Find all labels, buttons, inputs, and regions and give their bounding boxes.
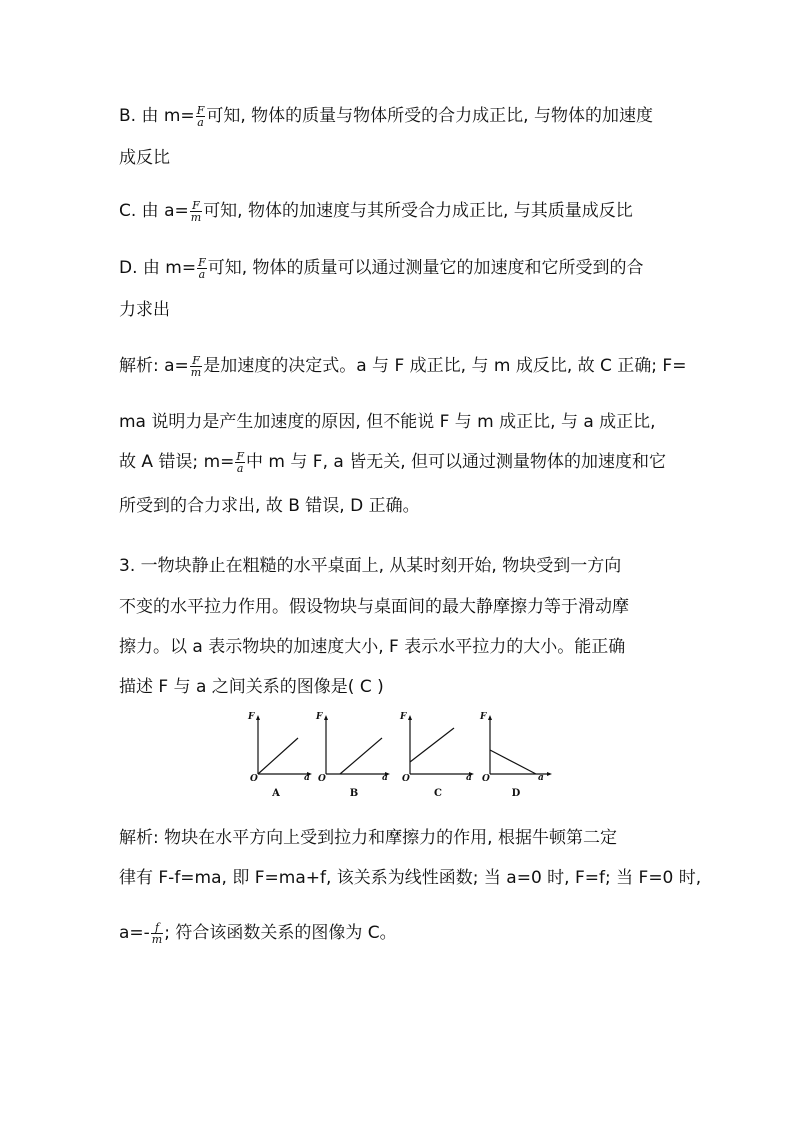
graph-c <box>402 712 474 804</box>
analysis1-line2: ma 说明力是产生加速度的原因, 但不能说 F 与 m 成正比, 与 a 成正比, <box>119 412 656 432</box>
fraction-f-over-m: $\frac{f}{m}$ <box>151 920 163 946</box>
fraction-f-over-a: $\frac{F}{a}$ <box>198 255 206 281</box>
graph-c-line <box>410 728 454 762</box>
question3-line2: 不变的水平拉力作用。假设物块与桌面间的最大静摩擦力等于滑动摩 <box>119 597 629 617</box>
graph-d <box>480 712 552 804</box>
analysis2-line3: a=- $\frac{f}{m}$ ; 符合该函数关系的图像为 C。 <box>119 920 397 946</box>
graph-a-x-label: a <box>304 773 310 783</box>
question3-line4: 描述 F 与 a 之间关系的图像是( C ) <box>119 677 384 697</box>
graph-a <box>240 712 312 804</box>
graph-b-origin: O <box>318 774 326 784</box>
option-d-line1: D. 由 m= $\frac{F}{a}$ 可知, 物体的质量可以通过测量它的加速度和它所受到的合 <box>119 255 644 281</box>
option-c-line: C. 由 a= $\frac{F}{m}$ 可知, 物体的加速度与其所受合力成正比, 与其质量成反比 <box>119 198 633 224</box>
analysis1-line3: 故 A 错误; m= $\frac{F}{a}$ 中 m 与 F, a 皆无关, 但可以通过测量物体的加速度和它 <box>119 449 667 475</box>
answer-graphs <box>240 712 560 804</box>
fraction-f-over-m: $\frac{F}{m}$ <box>190 353 202 379</box>
graph-d-x-label: a <box>538 773 544 783</box>
fraction-f-over-a: $\frac{F}{a}$ <box>236 449 245 475</box>
analysis2-line2: 律有 F-f=ma, 即 F=ma+f, 该关系为线性函数; 当 a=0 时, F=f; 当 F=0 时, <box>119 868 702 888</box>
analysis1-line1: 解析: a= $\frac{F}{m}$ 是加速度的决定式。a 与 F 成正比, 与 m 成反比, 故 C 正确; F= <box>119 353 687 379</box>
graph-a-y-label: F <box>248 712 255 722</box>
graph-b-y-label: F <box>316 712 323 722</box>
graph-c-y-label: F <box>400 712 407 722</box>
graph-d-y-label: F <box>480 712 487 722</box>
graph-d-name: D <box>511 788 521 799</box>
graph-b-x-label: a <box>382 773 388 783</box>
graph-a-origin: O <box>250 774 258 784</box>
fraction-f-over-a: $\frac{F}{a}$ <box>196 103 205 129</box>
question3-line1: 3. 一物块静止在粗糙的水平桌面上, 从某时刻开始, 物块受到一方向 <box>119 556 622 576</box>
option-b-line2: 成反比 <box>119 148 170 168</box>
question3-line3: 擦力。以 a 表示物块的加速度大小, F 表示水平拉力的大小。能正确 <box>119 637 626 657</box>
graph-b-name: B <box>349 788 359 799</box>
fraction-f-over-m: $\frac{F}{m}$ <box>190 198 202 224</box>
analysis1-line4: 所受到的合力求出, 故 B 错误, D 正确。 <box>119 496 420 516</box>
option-d-line2: 力求出 <box>119 300 170 320</box>
graph-d-origin: O <box>482 774 490 784</box>
graph-d-line <box>490 750 536 774</box>
graph-c-name: C <box>434 788 442 799</box>
graph-c-plot <box>402 712 474 788</box>
graph-b <box>318 712 390 804</box>
graph-b-line <box>340 738 382 774</box>
graph-a-line <box>258 738 298 774</box>
analysis2-line1: 解析: 物块在水平方向上受到拉力和摩擦力的作用, 根据牛顿第二定 <box>119 828 617 848</box>
option-b-line1: B. 由 m= $\frac{F}{a}$ 可知, 物体的质量与物体所受的合力成正比, 与物体的加速度 <box>119 103 653 129</box>
graph-c-x-label: a <box>466 773 472 783</box>
graph-a-name: A <box>272 788 280 799</box>
graph-b-plot <box>318 712 390 788</box>
graph-c-origin: O <box>402 774 410 784</box>
